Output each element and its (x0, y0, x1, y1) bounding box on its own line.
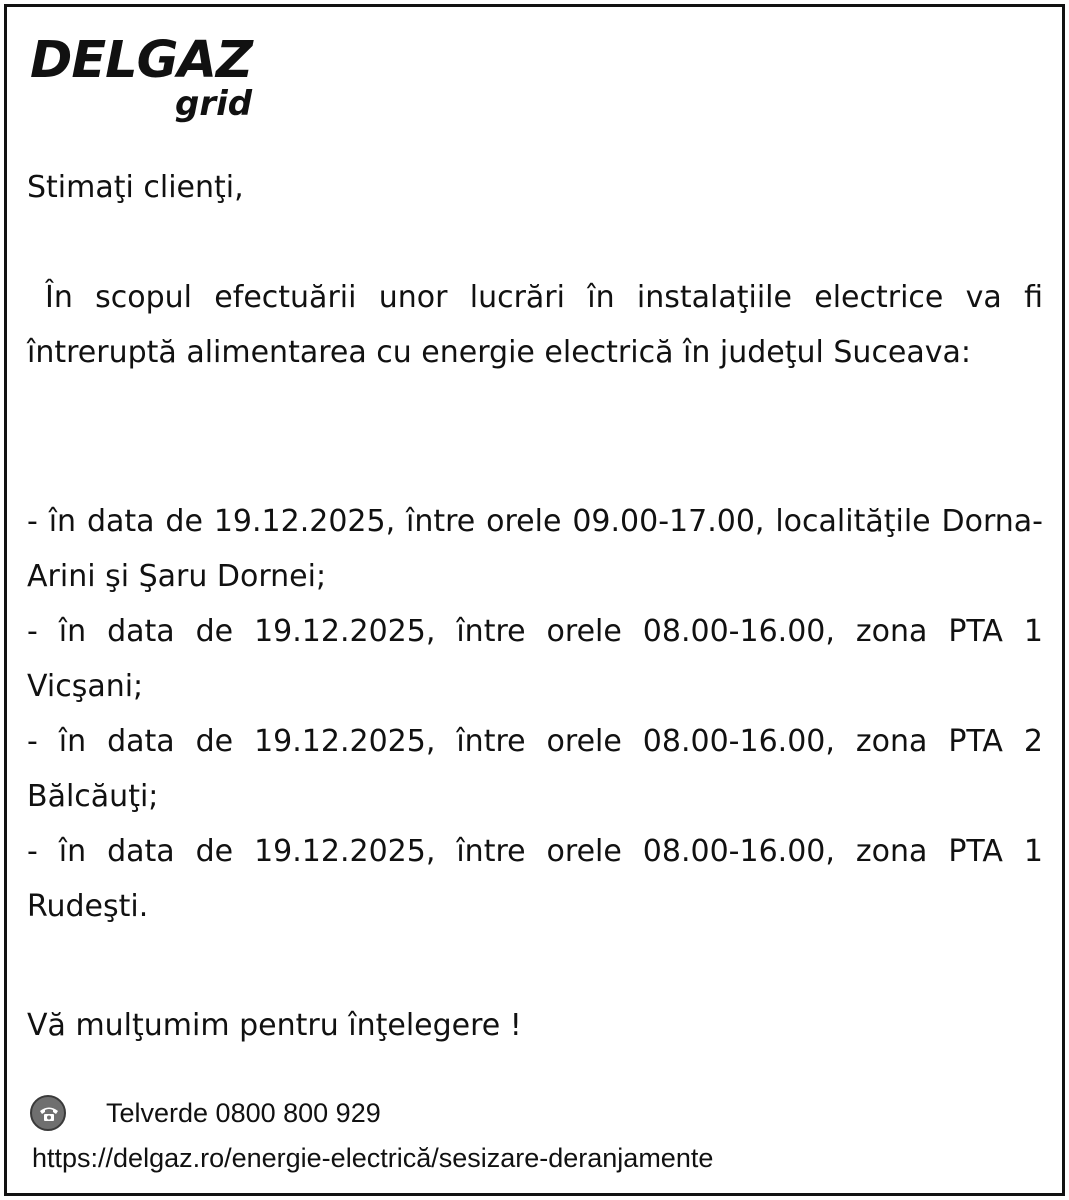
outage-list (27, 494, 1043, 934)
outage-item: - în data de 19.12.2025, între orele 08.00-16.00, zona PTA 2 Bălcăuţi; (27, 724, 1043, 814)
report-url[interactable]: https://delgaz.ro/energie-electrică/sesizare-deranjamente (32, 1143, 714, 1173)
telephone-icon (30, 1095, 66, 1131)
outage-item: - în data de 19.12.2025, între orele 08.00-16.00, zona PTA 1 Vicşani; (27, 614, 1043, 704)
intro-paragraph: În scopul efectuării unor lucrări în instalaţiile electrice va fi întreruptă alimentarea cu energie electrică în judeţul Suceava: (27, 280, 1043, 370)
logo-subtitle: grid (175, 84, 253, 124)
hotline (30, 1093, 630, 1133)
greeting: Stimaţi clienţi, (27, 170, 244, 205)
delgaz-grid-logo (30, 31, 280, 129)
hotline-number: Telverde 0800 800 929 (106, 1098, 381, 1128)
outage-item: - în data de 19.12.2025, între orele 09.00-17.00, localităţile Dorna-Arini şi Şaru Dornei; (27, 504, 1043, 594)
outage-item: - în data de 19.12.2025, între orele 08.00-16.00, zona PTA 1 Rudeşti. (27, 834, 1043, 924)
logo-wordmark: DELGAZ (30, 31, 252, 90)
thanks-line: Vă mulţumim pentru înţelegere ! (27, 1008, 522, 1043)
